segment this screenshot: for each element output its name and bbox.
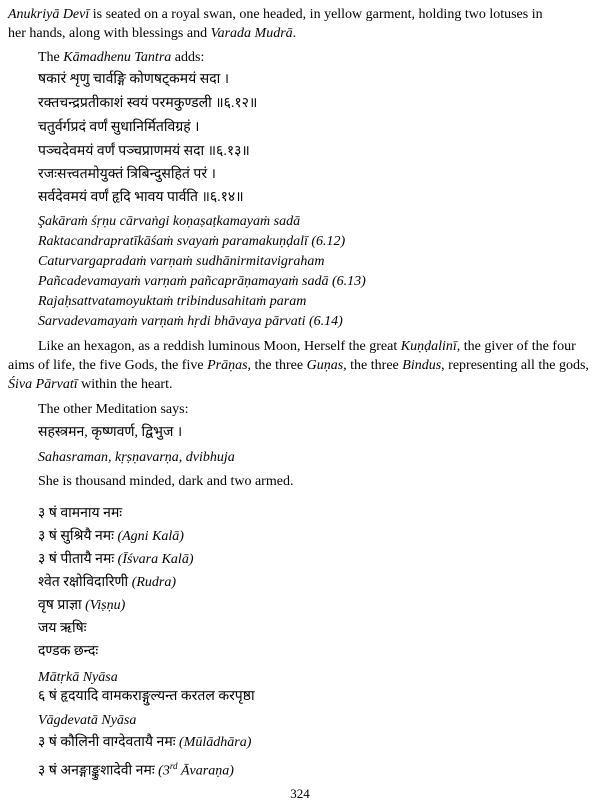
sanskrit-verse-line: पञ्चदेवमयं वर्णं पञ्चप्राणमयं सदा ॥६.१३॥ <box>38 144 250 159</box>
sanskrit-verse-line: सर्वदेवमयं वर्णं हृदि भावय पार्वति ॥६.१४॥ <box>38 190 244 205</box>
vagdevata-nyasa-line: ३ षं अनङ्गाङ्कुशादेवी नमः (3rd Āvaraṇa) <box>38 761 234 779</box>
mantra-line: ३ षं सुश्रियै नमः (Agni Kalā) <box>38 529 184 544</box>
sanskrit-verse-line: षकारं शृणु चार्वङ्गि कोणषट्कमयं सदा । <box>38 72 230 87</box>
transliteration-line: Raktacandrapratīkāśaṁ svayaṁ paramakuṇḍalī (6.12) <box>38 234 346 249</box>
vagdevata-nyasa-title: Vāgdevatā Nyāsa <box>38 713 137 728</box>
sanskrit-verse-line: रजःसत्त्वतमोयुक्तं त्रिबिन्दुसहितं परं । <box>38 167 216 182</box>
sanskrit-verse-line: रक्तचन्द्रप्रतीकाशं स्वयं परमकुण्डली ॥६.१२॥ <box>38 96 258 111</box>
page-number: 324 <box>290 786 310 801</box>
meaning-line-1: Like an hexagon, as a reddish luminous Moon, Herself the great Kuṇḍalinī, the giver of the four <box>38 339 576 354</box>
tantra-heading: The Kāmadhenu Tantra adds: <box>38 50 205 65</box>
mantra-line: श्वेत रक्षोविदारिणी (Rudra) <box>38 575 177 590</box>
mantra-line: ३ षं पीतायै नमः (Īśvara Kalā) <box>38 552 194 567</box>
mantra-line: जय ऋषिः <box>38 621 87 636</box>
meaning-line-2: aims of life, the five Gods, the five Prāṇas, the three Guṇas, the three Bindus, representing all the gods, <box>8 358 589 373</box>
vagdevata-nyasa-line: ३ षं कौलिनी वाग्देवतायै नमः (Mūlādhāra) <box>38 735 252 750</box>
sanskrit-verse-line: चतुर्वर्गप्रदं वर्णं सुधानिर्मितविग्रहं । <box>38 120 200 135</box>
meditation-translation: She is thousand minded, dark and two armed. <box>38 474 294 489</box>
transliteration-line: Sarvadevamayaṁ varṇaṁ hṛdi bhāvaya pārvati (6.14) <box>38 314 343 329</box>
transliteration-line: Şakāraṁ śṛṇu cārvaṅgi koṇaṣaṭkamayaṁ sadā <box>38 214 301 229</box>
transliteration-line: Pañcadevamayaṁ varṇaṁ pañcaprāṇamayaṁ sadā (6.13) <box>38 274 366 289</box>
transliteration-line: Rajaḥsattvatamoyuktaṁ tribindusahitaṁ param <box>38 294 307 309</box>
matrka-nyasa-line: ६ षं हृदयादि वामकराङ्गुल्यन्त करतल करपृष्ठा <box>38 689 255 704</box>
intro-line-1: Anukriyā Devī is seated on a royal swan, one headed, in yellow garment, holding two lotuses in <box>8 7 543 22</box>
mantra-line: दण्डक छन्दः <box>38 644 99 659</box>
intro-line-2: her hands, along with blessings and Varada Mudrā. <box>8 26 297 41</box>
matrka-nyasa-title: Mātṛkā Nyāsa <box>38 670 118 685</box>
meaning-line-3: Śiva Pārvatī within the heart. <box>8 377 173 392</box>
meditation-transliteration: Sahasraman, kṛṣṇavarṇa, dvibhuja <box>38 450 235 465</box>
meditation-heading: The other Meditation says: <box>38 402 189 417</box>
mantra-line: ३ षं वामनाय नमः <box>38 506 123 521</box>
meditation-sanskrit: सहस्त्रमन, कृष्णवर्ण, द्विभुज । <box>38 425 183 440</box>
mantra-line: वृष प्राज्ञा (Viṣṇu) <box>38 598 126 613</box>
transliteration-line: Caturvargapradaṁ varṇaṁ sudhānirmitavigraham <box>38 254 325 269</box>
